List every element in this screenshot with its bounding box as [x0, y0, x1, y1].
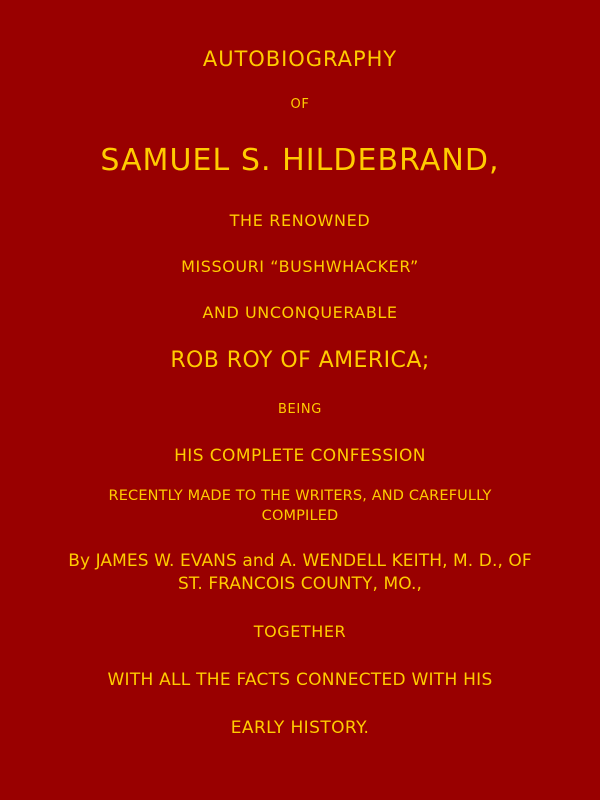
- subtitle-early-history: EARLY HISTORY.: [230, 718, 370, 739]
- epithet-rob-roy: ROB ROY OF AMERICA;: [170, 347, 430, 373]
- epithet-unconquerable: AND UNCONQUERABLE: [202, 302, 398, 322]
- subject-name: SAMUEL S. HILDEBRAND,: [100, 143, 500, 179]
- epithet-bushwhacker: MISSOURI “BUSHWHACKER”: [181, 256, 419, 276]
- title-connector-of: OF: [290, 97, 310, 113]
- authors-line: By JAMES W. EVANS and A. WENDELL KEITH, M. D., OF ST. FRANCOIS COUNTY, MO.,: [68, 551, 532, 595]
- subtitle-facts: WITH ALL THE FACTS CONNECTED WITH HIS: [107, 669, 493, 690]
- page-title: AUTOBIOGRAPHY: [202, 47, 398, 71]
- subtitle-confession: HIS COMPLETE CONFESSION: [174, 446, 426, 467]
- title-connector-being: BEING: [277, 402, 322, 418]
- epithet-renowned: THE RENOWNED: [229, 211, 371, 231]
- subtitle-compilation-note: RECENTLY MADE TO THE WRITERS, AND CAREFULLY COMPILED: [108, 488, 492, 524]
- title-connector-together: TOGETHER: [253, 622, 347, 642]
